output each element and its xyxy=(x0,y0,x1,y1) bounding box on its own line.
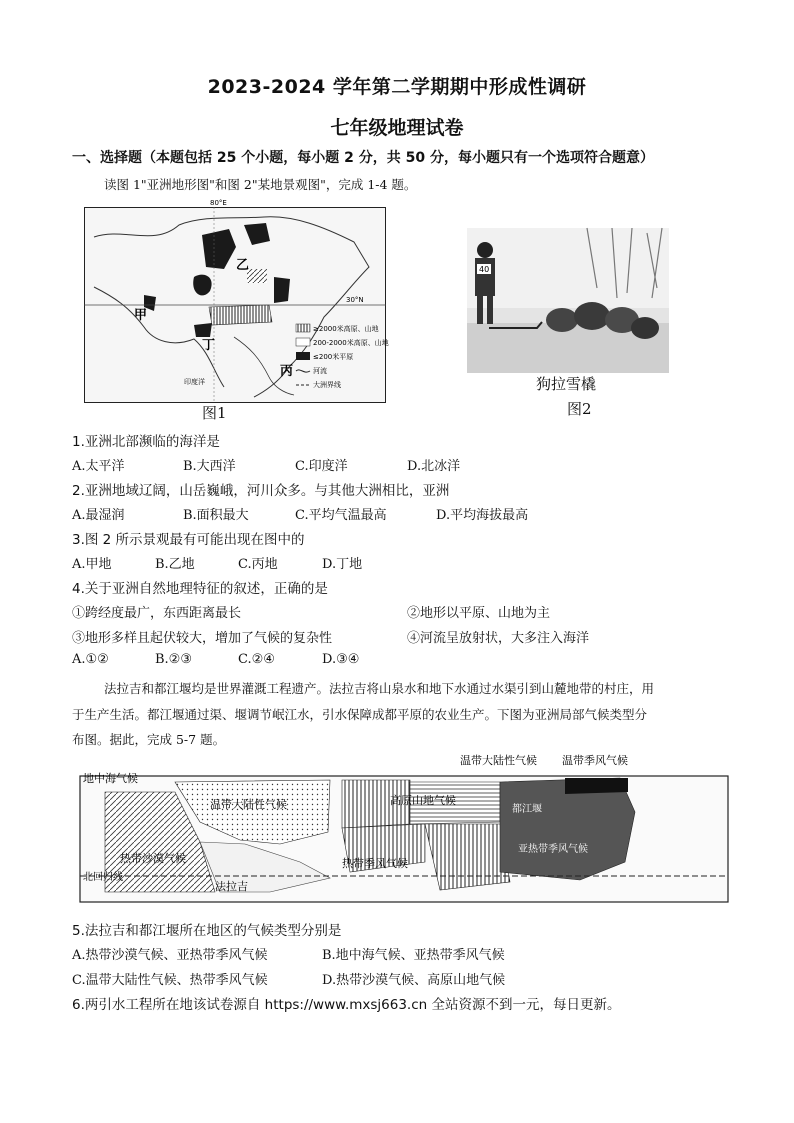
section-intro: 读图 1"亚洲地形图"和图 2"某地景观图"，完成 1-4 题。 xyxy=(104,177,417,192)
svg-text:≥2000米高原、山地: ≥2000米高原、山地 xyxy=(313,325,379,333)
q4-option-b[interactable]: B.②③ xyxy=(155,652,192,667)
svg-text:河流: 河流 xyxy=(313,367,327,375)
q3-option-a[interactable]: A.甲地 xyxy=(72,557,112,572)
passage-line-1: 法拉吉和都江堰均是世界灌溉工程遗产。法拉吉将山泉水和地下水通过水渠引到山麓地带的村庄，用 xyxy=(104,681,655,696)
label-ding: 丁 xyxy=(202,338,216,353)
label-temperate-continental: 温带大陆性气候 xyxy=(210,798,287,811)
question-5: 5.法拉吉和都江堰所在地区的气候类型分别是 xyxy=(72,923,342,939)
svg-text:大洲界线: 大洲界线 xyxy=(313,381,341,389)
figure-2-photo xyxy=(467,228,669,373)
q4-statement-3: ③地形多样且起伏较大，增加了气候的复杂性 xyxy=(72,631,333,646)
q4-option-a[interactable]: A.①② xyxy=(72,652,109,667)
question-6: 6.两引水工程所在地该试卷源自 https://www.mxsj663.cn 全站资源不到一元，每日更新。 xyxy=(72,997,621,1013)
meridian-label: 80°E xyxy=(210,199,227,207)
label-yi: 乙 xyxy=(236,258,250,273)
q1-option-d[interactable]: D.北冰洋 xyxy=(407,459,461,474)
passage-line-3: 布图。据此，完成 5-7 题。 xyxy=(72,732,226,747)
q1-option-c[interactable]: C.印度洋 xyxy=(295,459,348,474)
question-2: 2.亚洲地域辽阔，山岳巍峨，河川众多。与其他大洲相比，亚洲 xyxy=(72,483,450,499)
label-bing: 丙 xyxy=(280,364,294,379)
bib-number: 40 xyxy=(479,265,490,274)
question-3: 3.图 2 所示景观最有可能出现在图中的 xyxy=(72,532,305,548)
q2-option-a[interactable]: A.最湿润 xyxy=(72,508,125,523)
label-temperate-monsoon: 温带季风气候 xyxy=(562,754,628,767)
figure-2-caption: 图2 xyxy=(567,400,592,418)
tropical-monsoon-zone xyxy=(425,824,510,890)
label-tropic: 北回归线 xyxy=(83,872,123,883)
label-subtropical-monsoon: 亚热带季风气候 xyxy=(518,844,588,855)
exam-title: 2023-2024 学年第二学期期中形成性调研 xyxy=(207,76,587,98)
q1-option-a[interactable]: A.太平洋 xyxy=(72,459,125,474)
q2-option-d[interactable]: D.平均海拔最高 xyxy=(436,508,529,523)
asia-terrain-map xyxy=(84,199,389,403)
question-1: 1.亚洲北部濒临的海洋是 xyxy=(72,434,220,450)
q1-option-b[interactable]: B.大西洋 xyxy=(183,459,236,474)
exam-subtitle: 七年级地理试卷 xyxy=(330,117,464,139)
section-heading: 一、选择题（本题包括 25 个小题，每小题 2 分，共 50 分，每小题只有一个选项符合题意） xyxy=(72,150,654,166)
high-mountain-area xyxy=(194,323,212,337)
svg-text:200-2000米高原、山地: 200-2000米高原、山地 xyxy=(313,339,389,347)
q5-option-c[interactable]: C.温带大陆性气候、热带季风气候 xyxy=(72,973,268,988)
q5-option-b[interactable]: B.地中海气候、亚热带季风气候 xyxy=(322,948,505,963)
dog-sled-photo xyxy=(467,228,669,373)
figure-1-asia-map xyxy=(84,199,389,403)
q3-option-c[interactable]: C.丙地 xyxy=(238,557,278,572)
label-indian-ocean: 印度洋 xyxy=(184,378,205,386)
passage-line-2: 于生产生活。都江堰通过渠、堰调节岷江水，引水保障成都平原的农业生产。下图为亚洲局部气候类型分 xyxy=(72,707,648,722)
parallel-label: 30°N xyxy=(346,296,364,304)
label-temperate-continental-top: 温带大陆性气候 xyxy=(460,754,537,767)
figure-1-caption: 图1 xyxy=(202,404,227,422)
q4-statement-2: ②地形以平原、山地为主 xyxy=(407,606,551,621)
q5-option-a[interactable]: A.热带沙漠气候、亚热带季风气候 xyxy=(72,948,268,963)
high-mountain-area xyxy=(274,277,290,303)
q2-option-b[interactable]: B.面积最大 xyxy=(183,508,249,523)
q3-option-d[interactable]: D.丁地 xyxy=(322,557,363,572)
q2-option-c[interactable]: C.平均气温最高 xyxy=(295,508,387,523)
asia-climate-map xyxy=(80,752,728,904)
basin-area xyxy=(247,269,267,283)
q3-option-b[interactable]: B.乙地 xyxy=(155,557,195,572)
label-falaji: 法拉吉 xyxy=(215,880,248,893)
label-highland: 高原山地气候 xyxy=(390,794,456,807)
plateau-area xyxy=(209,305,272,325)
label-dujiangyan: 都江堰 xyxy=(512,804,542,815)
label-jia: 甲 xyxy=(134,308,148,323)
svg-text:≤200米平原: ≤200米平原 xyxy=(313,353,354,361)
q4-option-d[interactable]: D.③④ xyxy=(322,652,360,667)
q4-option-c[interactable]: C.②④ xyxy=(238,652,275,667)
q5-option-d[interactable]: D.热带沙漠气候、高原山地气候 xyxy=(322,973,506,988)
photo-caption: 狗拉雪橇 xyxy=(536,375,597,393)
label-mediterranean: 地中海气候 xyxy=(83,772,138,785)
q4-statement-1: ①跨经度最广，东西距离最长 xyxy=(72,606,242,621)
label-desert: 热带沙漠气候 xyxy=(120,852,186,865)
q4-statement-4: ④河流呈放射状，大多注入海洋 xyxy=(407,631,590,646)
label-tropical-monsoon: 热带季风气候 xyxy=(342,857,408,870)
climate-map xyxy=(80,752,728,904)
question-4: 4.关于亚洲自然地理特征的叙述，正确的是 xyxy=(72,581,328,597)
